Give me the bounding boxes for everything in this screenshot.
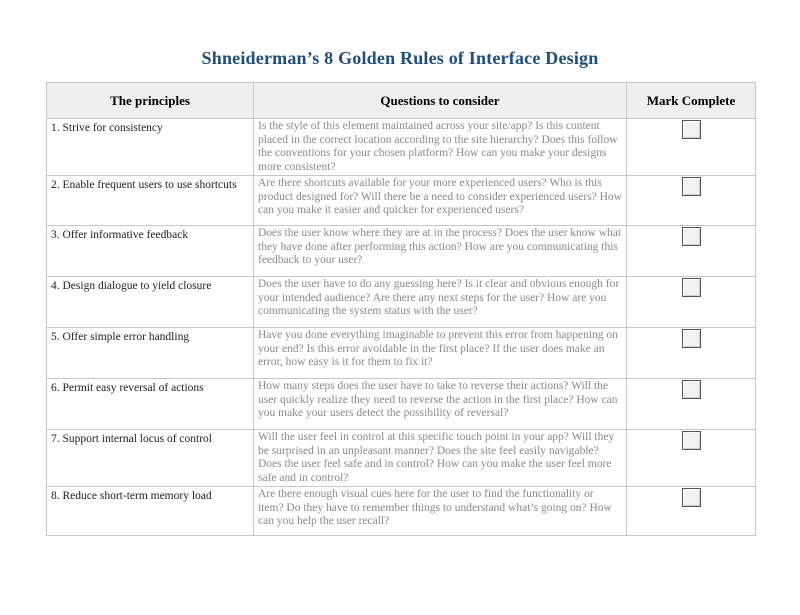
mark-complete-checkbox[interactable] — [682, 380, 701, 399]
mark-complete-cell — [627, 119, 756, 176]
mark-complete-checkbox[interactable] — [682, 278, 701, 297]
principle-cell: 2. Enable frequent users to use shortcuts — [47, 176, 254, 226]
question-cell: How many steps does the user have to take to reverse their actions? Will the user quickly realize they need to reverse the action in the first place? How can you make your users detect the possibility of reversal? — [254, 379, 627, 430]
table-row — [47, 226, 756, 277]
column-header-mark-complete: Mark Complete — [627, 83, 756, 119]
mark-complete-checkbox[interactable] — [682, 227, 701, 246]
mark-complete-checkbox[interactable] — [682, 431, 701, 450]
mark-complete-cell — [627, 487, 756, 536]
principle-cell: 5. Offer simple error handling — [47, 328, 254, 379]
question-cell: Will the user feel in control at this specific touch point in your app? Will they be surprised in an unpleasant manner? Does the site feel easily navigable? Does the user feel safe and in control? How can you make the user feel more safe and in control? — [254, 430, 627, 487]
mark-complete-cell — [627, 328, 756, 379]
mark-complete-checkbox[interactable] — [682, 488, 701, 507]
column-header-principles: The principles — [47, 83, 254, 119]
question-cell: Does the user know where they are at in the process? Does the user know what they have done after performing this action? How are you communicating this feedback to your user? — [254, 226, 627, 277]
principle-cell: 1. Strive for consistency — [47, 119, 254, 176]
mark-complete-checkbox[interactable] — [682, 329, 701, 348]
table-row — [47, 328, 756, 379]
column-header-questions: Questions to consider — [254, 83, 627, 119]
table-row — [47, 430, 756, 487]
table-row — [47, 487, 756, 536]
question-cell: Does the user have to do any guessing here? Is it clear and obvious enough for your intended audience? Are there any next steps for the user? How are you communicating the system status with the user? — [254, 277, 627, 328]
principle-cell: 7. Support internal locus of control — [47, 430, 254, 487]
golden-rules-table — [46, 82, 756, 536]
mark-complete-checkbox[interactable] — [682, 120, 701, 139]
principle-cell: 6. Permit easy reversal of actions — [47, 379, 254, 430]
mark-complete-cell — [627, 176, 756, 226]
table-row — [47, 277, 756, 328]
mark-complete-cell — [627, 277, 756, 328]
mark-complete-cell — [627, 226, 756, 277]
table-header-row — [47, 83, 756, 119]
mark-complete-checkbox[interactable] — [682, 177, 701, 196]
mark-complete-cell — [627, 379, 756, 430]
table-row — [47, 176, 756, 226]
mark-complete-cell — [627, 430, 756, 487]
question-cell: Have you done everything imaginable to prevent this error from happening on your end? Is this error avoidable in the first place? If the user does make an error, how easy is it for them to fix it? — [254, 328, 627, 379]
principle-cell: 8. Reduce short-term memory load — [47, 487, 254, 536]
page-title: Shneiderman’s 8 Golden Rules of Interface Design — [201, 48, 599, 68]
principle-cell: 3. Offer informative feedback — [47, 226, 254, 277]
question-cell: Are there enough visual cues here for the user to find the functionality or item? Do they have to remember things to understand what’s going on? How can you help the user recall? — [254, 487, 627, 536]
table-row — [47, 119, 756, 176]
question-cell: Is the style of this element maintained across your site/app? Is this content placed in the correct location according to the site hierarchy? Does this follow the conventions for your chosen platform? How can you make your designs more consistent? — [254, 119, 627, 176]
principle-cell: 4. Design dialogue to yield closure — [47, 277, 254, 328]
question-cell: Are there shortcuts available for your more experienced users? Who is this product designed for? Will there be a need to consider experienced users? How can you make it easier and quicker for experienced users? — [254, 176, 627, 226]
table-row — [47, 379, 756, 430]
